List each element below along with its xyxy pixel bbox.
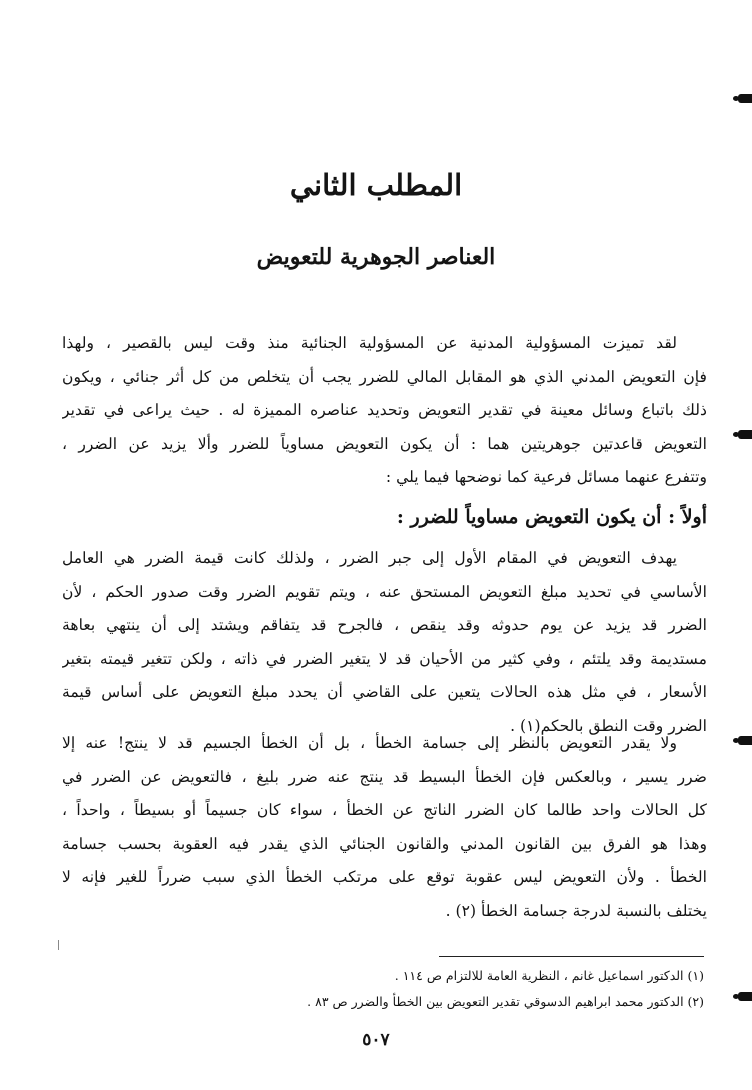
footnotes (64, 963, 704, 1015)
text-line: كل الحالات واحد طالما كان الضرر الناتج عن الخطأ ، سواء كان جسيماً أو بسيطاً ، واحداً ، (62, 801, 707, 819)
margin-tick (58, 940, 59, 950)
text-line: وهذا هو الفرق بين القانون المدني والقانون الجنائي الذي يقدر فيه العقوبة بحسب جسامة (62, 834, 707, 853)
chapter-title: المطلب الثاني (289, 168, 463, 202)
page-edge-mark (738, 736, 752, 745)
page-edge-mark (738, 992, 752, 1001)
text-line: ضرر يسير ، وبالعكس فإن الخطأ البسيط قد ينتج عنه ضرر بليغ ، فالتعويض عن الضرر في (62, 767, 707, 786)
text-line: ذلك باتباع وسائل معينة في تقدير التعويض وتحديد عناصره المميزة له . حيث يراعى في تقدير (62, 401, 707, 419)
footnote-item: (٢) الدكتور محمد ابراهيم الدسوقي تقدير التعويض بين الخطأ والضرر ص ٨٣ . (307, 994, 704, 1009)
text-line: التعويض قاعدتين جوهريتين هما : أن يكون التعويض مساوياً للضرر وألا يزيد عن الضرر ، (62, 434, 707, 453)
section-title: العناصر الجوهرية للتعويض (256, 244, 496, 270)
text-line: وتتفرع عنهما مسائل فرعية كما نوضحها فيما يلي : (385, 468, 707, 486)
text-line: فإن التعويض المدني الذي هو المقابل المالي للضرر يجب أن يتخلص من كل أثر جنائي ، ويكون (62, 367, 707, 386)
text-line: الضرر قد يزيد عن يوم حدوثه وقد ينقص ، فالجرح قد يتفاقم ويشتد إلى أن ينتهي بعاهة (62, 616, 707, 634)
subheading-first: أولاً : أن يكون التعويض مساوياً للضرر : (396, 506, 707, 528)
text-line: لقد تميزت المسؤولية المدنية عن المسؤولية الجنائية منذ وقت ليس بالقصير ، ولهذا (62, 334, 677, 352)
paragraph-fault (62, 727, 707, 928)
footnote-separator (439, 956, 704, 957)
text-line: ولا يقدر التعويض بالنظر إلى جسامة الخطأ ، بل أن الخطأ الجسيم قد لا ينتج! عنه إلا (62, 734, 677, 752)
text-line: الضرر وقت النطق بالحكم(١) . (510, 716, 707, 735)
text-line: مستديمة وقد يلتئم ، وفي كثير من الأحيان قد لا يتغير الضرر في ذاته ، ولكن تتغير قيمته بتغير (62, 649, 707, 668)
text-line: الأسعار ، في مثل هذه الحالات يتعين على القاضي أن يحدد مبلغ التعويض على أساس قيمة (62, 683, 707, 701)
text-line: يختلف بالنسبة لدرجة جسامة الخطأ (٢) . (445, 901, 707, 920)
paragraph-damage (62, 542, 707, 743)
text-line: الأساسي في تحديد مبلغ التعويض المستحق عنه ، ويتم تقويم الضرر وقت صدور الحكم ، لأن (62, 582, 707, 601)
text-line: يهدف التعويض في المقام الأول إلى جبر الضرر ، ولذلك كانت قيمة الضرر هي العامل (62, 549, 677, 567)
footnote-item: (١) الدكتور اسماعيل غانم ، النظرية العامة للالتزام ص ١١٤ . (394, 968, 704, 983)
text-line: الخطأ . ولأن التعويض ليس عقوبة توقع على مرتكب الخطأ الذي سبب ضرراً للغير فإنه لا (62, 868, 707, 886)
page-number: ٥٠٧ (362, 1030, 390, 1050)
page-edge-mark (738, 94, 752, 103)
paragraph-intro (62, 327, 707, 495)
page-edge-mark (738, 430, 752, 439)
